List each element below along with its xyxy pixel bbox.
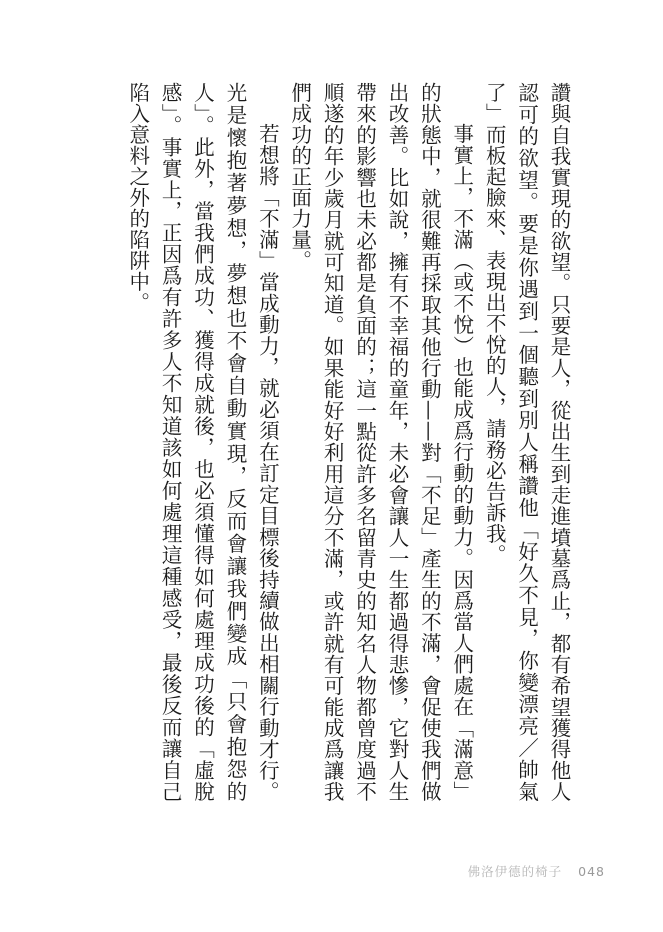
running-book-title: 佛洛伊德的椅子 <box>467 864 563 879</box>
vertical-text-body <box>121 82 575 802</box>
paragraph-2: 事實上，不滿（或不悅）也能成爲行動的動力。因爲當人們處在「滿意」的狀態中，就很難再採取其他行動——對「不足」產生的不滿，會促使我們做出改善。比如說，擁有不幸福的童年，未必會讓人一生都過得悲慘，它對人生帶來的影響也未必都是負面的；這一點從許多名留青史的知名人物都曾度過不順遂的年少歲月就可知道。如果能好好利用這分不滿，或許就有可能成爲讓我們成功的正面力量。 <box>287 82 474 802</box>
paragraph-3: 若想將「不滿」當成動力，就必須在訂定目標後持續做出相關行動才行。光是懷抱著夢想，夢想也不會自動實現，反而會讓我們變成「只會抱怨的人」。此外，當我們成功、獲得成就後，也必須懂得如何處理成功後的「虛脫感」。事實上，正因爲有許多人不知道該如何處理這種感受，最後反而讓自己陷入意料之外的陷阱中。 <box>125 82 280 802</box>
paragraph-1: 讚與自我實現的欲望。只要是人，從出生到走進墳墓爲止，都有希望獲得他人認可的欲望。要是你遇到一個聽到別人稱讚他「好久不見，你變漂亮／帥氣了」而板起臉來、表現出不悅的人，請務必告訴我。 <box>482 82 571 802</box>
page-footer <box>468 862 605 880</box>
page-number: 048 <box>578 863 605 879</box>
